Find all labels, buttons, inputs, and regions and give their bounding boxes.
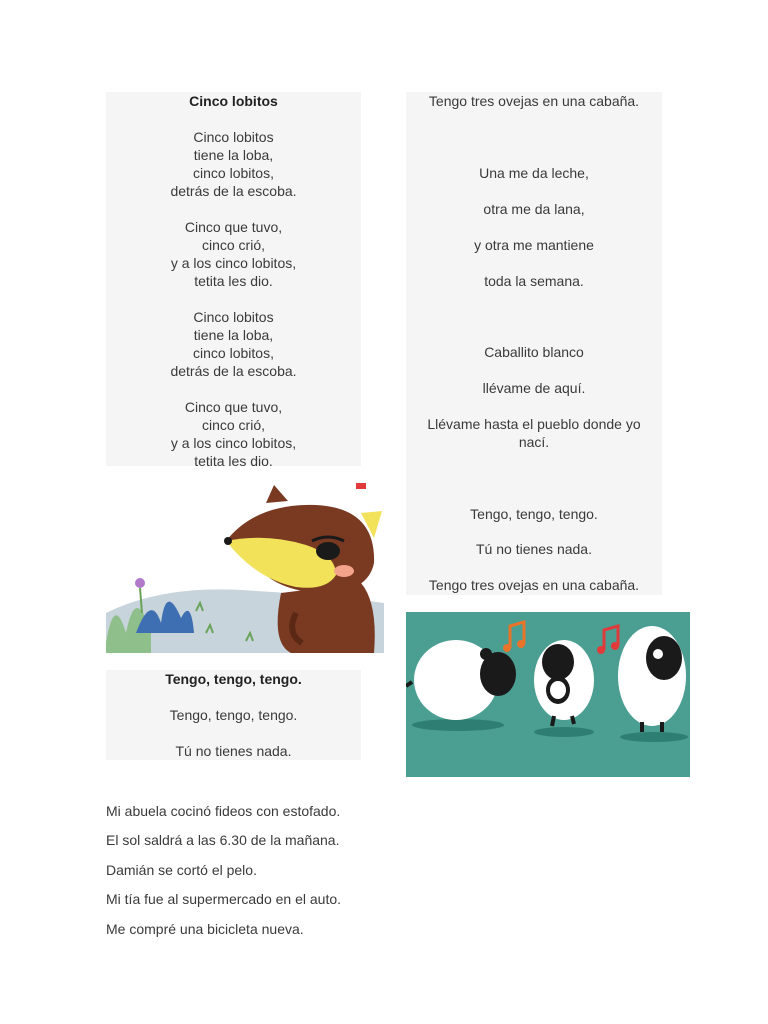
poem-line: y a los cinco lobitos, [170, 435, 297, 451]
song-line: Tengo tres ovejas en una cabaña. [428, 577, 640, 593]
poem-line: Cinco que tuvo, [184, 219, 283, 235]
poem-line: Cinco que tuvo, [184, 399, 283, 415]
poem-line: detrás de la escoba. [170, 183, 297, 199]
song-line: toda la semana. [484, 273, 584, 289]
chorus-line: Tú no tienes nada. [175, 743, 292, 759]
poem-stanza-3 [106, 308, 361, 380]
poem-line: tiene la loba, [193, 147, 274, 163]
poem-stanza-4 [106, 398, 361, 470]
song-line: llévame de aquí. [482, 380, 586, 396]
poem-stanza-2 [106, 218, 361, 290]
chorus-title: Tengo, tengo, tengo. [165, 671, 302, 687]
song-line: Llévame hasta el pueblo donde yo [427, 416, 641, 432]
poem-box [106, 92, 361, 469]
poem-title: Cinco lobitos [189, 93, 278, 109]
poem-line: y a los cinco lobitos, [170, 255, 297, 271]
poem-line: cinco lobitos, [193, 165, 274, 181]
poem-line: cinco crió, [201, 237, 266, 253]
poem-line: cinco crió, [201, 417, 266, 433]
sheep-illustration [406, 612, 690, 777]
poem-line: Cinco lobitos [193, 309, 274, 325]
song-line: Caballito blanco [484, 344, 584, 360]
sentence: El sol saldrá a las 6.30 de la mañana. [106, 832, 340, 848]
sentence: Me compré una bicicleta nueva. [106, 921, 304, 937]
sentence: Mi abuela cocinó fideos con estofado. [106, 803, 341, 819]
chorus-box [106, 670, 361, 760]
poem-line: tetita les dio. [194, 453, 273, 469]
song-line: Una me da leche, [479, 165, 589, 181]
sentence: Damián se cortó el pelo. [106, 862, 257, 878]
song-line: nací. [518, 434, 550, 450]
poem-line: tiene la loba, [193, 327, 274, 343]
song-line: Tú no tienes nada. [476, 541, 592, 557]
chorus-line: Tengo, tengo, tengo. [169, 707, 298, 723]
song-line: otra me da lana, [483, 201, 585, 217]
poem-line: tetita les dio. [194, 273, 273, 289]
sentence: Mi tía fue al supermercado en el auto. [106, 891, 342, 907]
song-box [406, 92, 662, 595]
poem-line: Cinco lobitos [193, 129, 274, 145]
poem-line: detrás de la escoba. [170, 363, 297, 379]
poem-stanza-1 [106, 128, 361, 200]
song-line: y otra me mantiene [474, 237, 594, 253]
wolf-illustration [106, 483, 384, 653]
poem-line: cinco lobitos, [193, 345, 274, 361]
song-line: Tengo, tengo, tengo. [470, 506, 598, 522]
song-line: Tengo tres ovejas en una cabaña. [428, 93, 640, 109]
